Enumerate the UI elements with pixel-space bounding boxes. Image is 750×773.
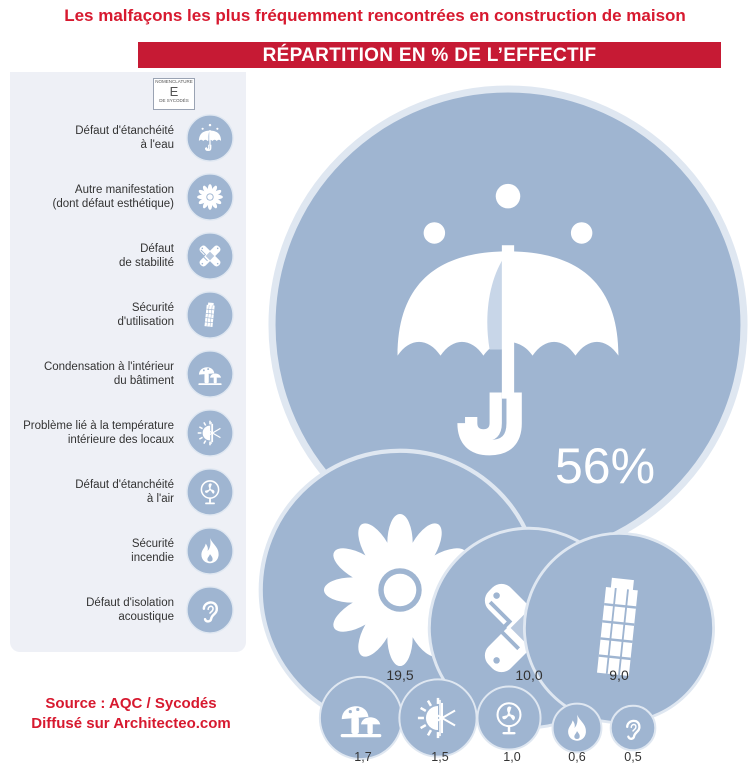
legend-label-line1: Autre manifestation [74, 184, 174, 196]
value-label-tower: 9,0 [609, 667, 629, 683]
value-label-flame: 0,6 [568, 750, 586, 764]
legend-label-line2: intérieure des locaux [67, 434, 174, 446]
legend-label-line2: acoustique [118, 611, 174, 623]
main-percentage-label: 56% [555, 438, 656, 494]
legend-label-line2: du bâtiment [113, 375, 174, 387]
legend-label-line1: Défaut d'isolation [86, 597, 174, 609]
legend-label-line2: incendie [131, 552, 174, 564]
logo-mid-text: E [169, 84, 179, 99]
chart-banner: RÉPARTITION EN % DE L’EFFECTIF [138, 42, 721, 68]
bubble-circle [611, 706, 656, 751]
diffusion-line: Diffusé sur Architecteo.com [31, 715, 231, 732]
legend-label-line2: de stabilité [119, 257, 174, 269]
bubble-sun-snowflake [399, 679, 476, 756]
bubble-flame [553, 704, 602, 753]
bubble-fan [477, 686, 540, 749]
bubble-circle [477, 686, 540, 749]
legend-label-line1: Défaut d'étanchéité [75, 479, 174, 491]
value-label-fan: 1,0 [503, 750, 521, 764]
legend-label-line1: Problème lié à la température [23, 420, 174, 432]
page-title: Les malfaçons les plus fréquemment rencontrées en construction de maison [64, 6, 686, 25]
logo-bottom-text: DE SYCODÉS [159, 98, 189, 103]
legend-label-line1: Défaut [140, 243, 174, 255]
logo-top-text: NOMENCLATURE [155, 79, 193, 84]
bubble-circle [320, 677, 402, 759]
legend-label-line2: d'utilisation [117, 316, 174, 328]
legend-label-line1: Condensation à l'intérieur [43, 361, 174, 373]
legend-label-line1: Défaut d'étanchéité [75, 125, 174, 137]
legend-label-line2: à l'air [146, 493, 174, 505]
legend-label-line1: Sécurité [131, 538, 174, 550]
bubble-leaning-tower [524, 533, 713, 722]
legend-label-line2: (dont défaut esthétique) [52, 198, 174, 210]
legend-label-line2: à l'eau [140, 139, 174, 151]
bubble-mushroom [320, 677, 402, 759]
value-label-ear: 0,5 [624, 750, 642, 764]
source-line: Source : AQC / Sycodés [45, 695, 217, 712]
legend-label-line1: Sécurité [131, 302, 174, 314]
bubble-ear [611, 706, 656, 751]
value-label-flower: 19,5 [386, 667, 414, 683]
value-label-stability: 10,0 [515, 667, 543, 683]
value-label-mushroom: 1,7 [354, 750, 372, 764]
value-label-temperature: 1,5 [431, 750, 449, 764]
